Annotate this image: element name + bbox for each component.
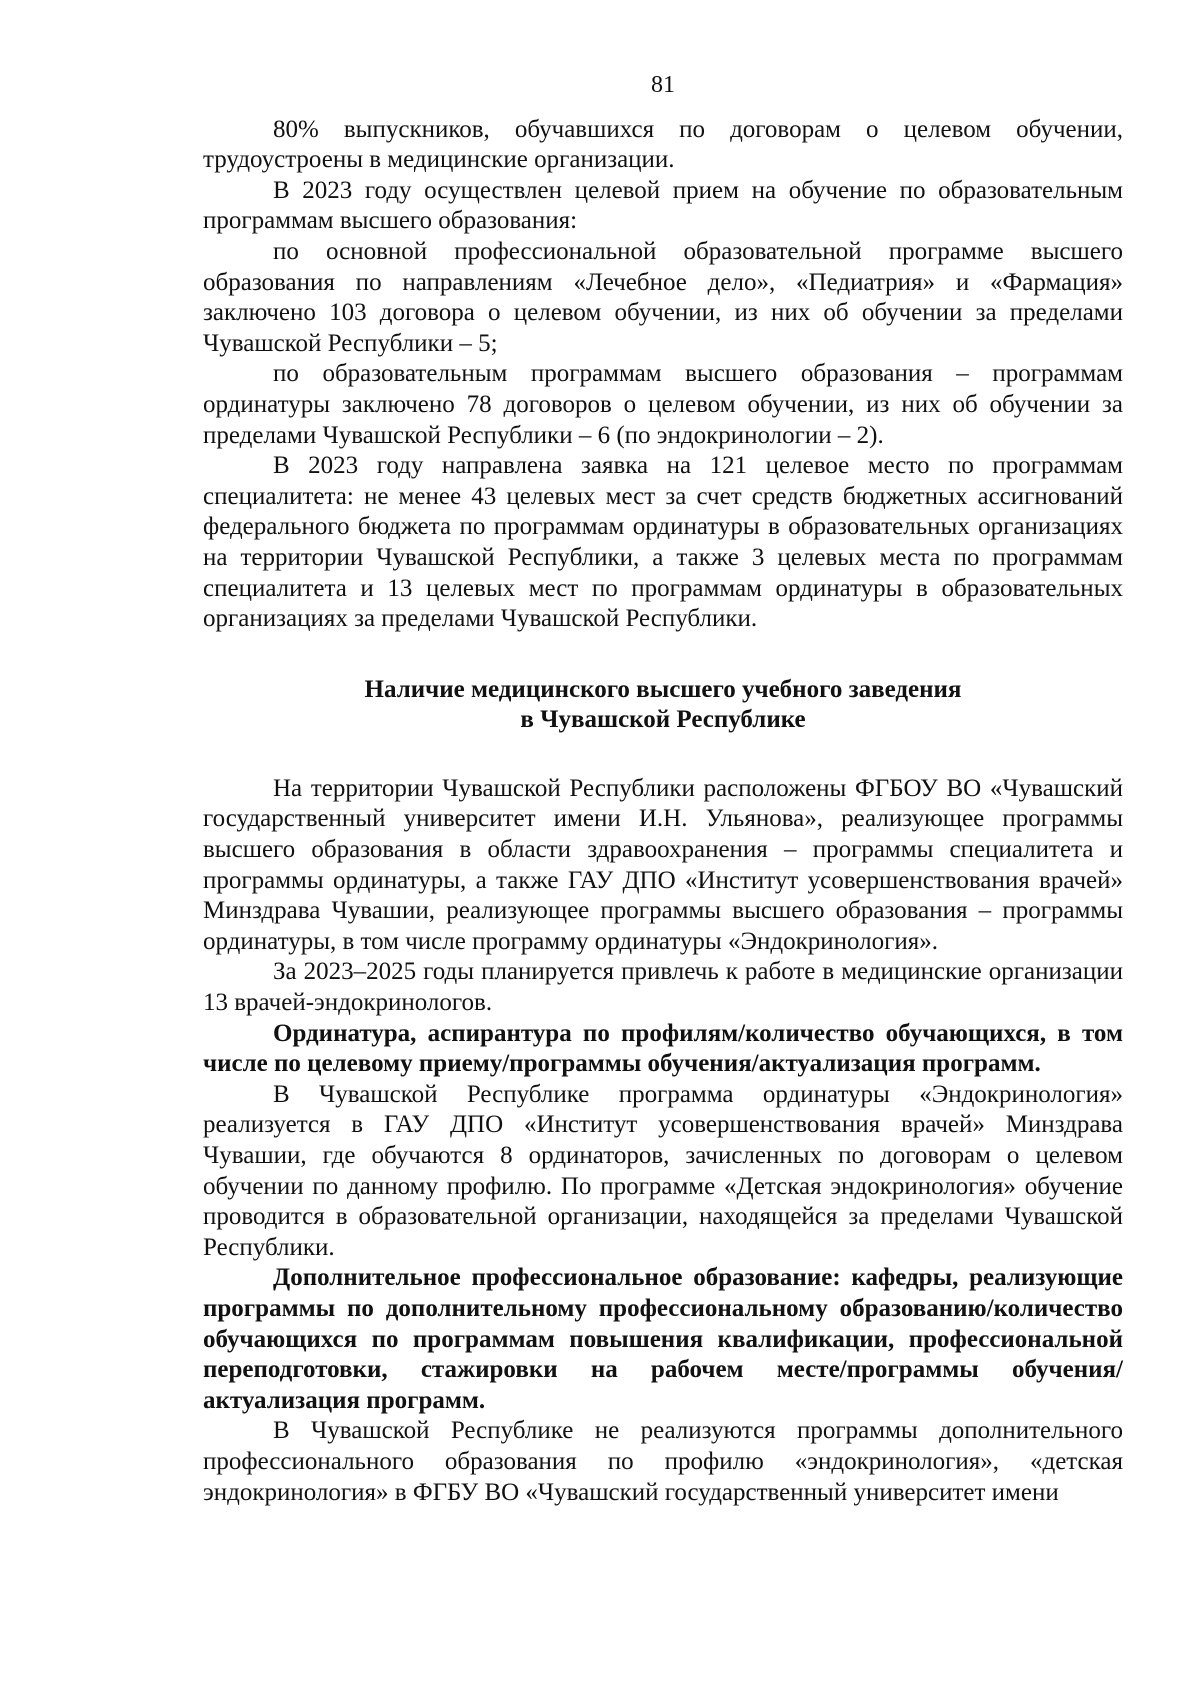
paragraph-target-places-request: В 2023 году направлена заявка на 121 целевое место по программам специалитета: не менее 43 целевых мест за счет средств бюджетных ассигнований федерального бюджета по программам ординатуры в образовательных организациях на территории Чувашской Республики, а также 3 целевых места по программам специалитета и 13 целевых мест по программам ординатуры в образовательных организациях за пределами Чувашской Республики. (203, 452, 1123, 633)
paragraph-residency-endocrinology: В Чувашской Республике программа ординатуры «Эндокринология» реализуется в ГАУ ДПО «Институт усовершенствования врачей» Минздрава Чувашии, где обучаются 8 ординаторов, зачисленных по договорам о целевом обучении по данному профилю. По программе «Детская эндокринология» обучение проводится в образовательной организации, находящейся за пределами Чувашской Республики. (203, 1080, 1123, 1261)
section-heading-line-1: Наличие медицинского высшего учебного заведения (364, 675, 962, 703)
document-page (203, 70, 1123, 1508)
paragraph-endocrinologists-plan: За 2023–2025 годы планируется привлечь к работе в медицинские организации 13 врачей-эндокринологов. (203, 958, 1123, 1017)
paragraph-universities: На территории Чувашской Республики расположены ФГБОУ ВО «Чувашский государственный университет имени И.Н. Ульянова», реализующее программы высшего образования в области здравоохранения – программы специалитета и программы ординатуры, а также ГАУ ДПО «Институт усовершенствования врачей» Минздрава Чувашии, реализующее программы высшего образования – программы ординатуры, в том числе программу ординатуры «Эндокринология». (203, 774, 1123, 955)
paragraph-residency-contracts: по образовательным программам высшего образования – программам ординатуры заключено 78 договоров о целевом обучении, из них об обучении за пределами Чувашской Республики – 6 (по эндокринологии – 2). (203, 360, 1123, 449)
page-number: 81 (651, 72, 675, 98)
paragraph-main-program-contracts: по основной профессиональной образовательной программе высшего образования по направлениям «Лечебное дело», «Педиатрия» и «Фармация» заключено 103 договора о целевом обучении, из них об обучении за пределами Чувашской Республики – 5; (203, 237, 1123, 357)
section-heading (203, 675, 1123, 736)
subheading-additional-education: Дополнительное профессиональное образование: кафедры, реализующие программы по дополнительному профессиональному образованию/количество обучающихся по программам повышения квалификации, профессиональной переподготовки, стажировки на рабочем месте/программы обучения/актуализация программ. (203, 1264, 1123, 1414)
subheading-residency: Ординатура, аспирантура по профилям/количество обучающихся, в том числе по целевому приему/программы обучения/актуализация программ. (203, 1019, 1123, 1078)
section-heading-line-2: в Чувашской Республике (520, 706, 806, 734)
paragraph-additional-education: В Чувашской Республике не реализуются программы дополнительного профессионального образования по профилю «эндокринология», «детская эндокринология» в ФГБУ ВО «Чувашский государственный университет имени (203, 1417, 1123, 1506)
paragraph-target-admission-2023: В 2023 году осуществлен целевой прием на обучение по образовательным программам высшего образования: (203, 176, 1123, 235)
paragraph-graduates-employment: 80% выпускников, обучавшихся по договорам о целевом обучении, трудоустроены в медицинские организации. (203, 115, 1123, 174)
